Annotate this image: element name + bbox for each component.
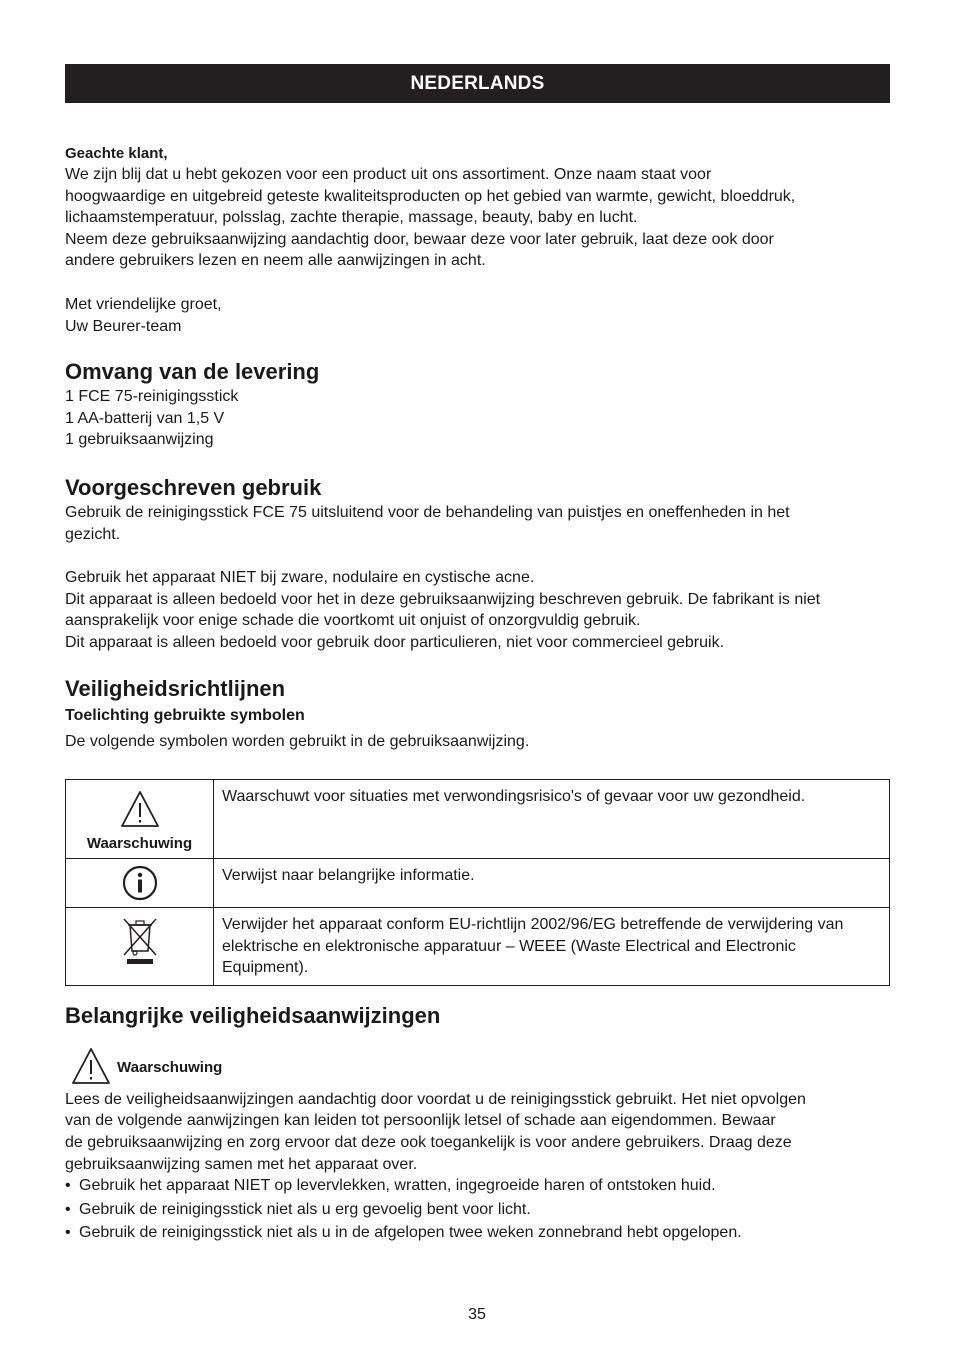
weee-crossed-bin-icon bbox=[120, 915, 160, 967]
symbol-description: Verwijder het apparaat conform EU-richtlijn 2002/96/EG betreffende de verwijdering van elektrische en elektronische apparatuur – WEEE (Waste Electrical and Electronic Equipment). bbox=[214, 908, 890, 986]
delivery-item: 1 FCE 75-reinigingsstick bbox=[65, 388, 239, 406]
section-heading-delivery: Omvang van de levering bbox=[65, 359, 320, 385]
section-heading-intended-use: Voorgeschreven gebruik bbox=[65, 474, 322, 500]
list-item: • Gebruik de reinigingsstick niet als u erg gevoelig bent voor licht. bbox=[65, 1199, 890, 1221]
paragraph-line: Dit apparaat is alleen bedoeld voor gebruik door particulieren, niet voor commercieel gebruik. bbox=[65, 633, 725, 651]
closing-line: Uw Beurer-team bbox=[65, 317, 182, 335]
warning-label: Waarschuwing bbox=[117, 1059, 223, 1077]
delivery-item: 1 gebruiksaanwijzing bbox=[65, 431, 214, 449]
symbols-intro: De volgende symbolen worden gebruikt in de gebruiksaanwijzing. bbox=[65, 732, 530, 750]
symbol-description: Waarschuwt voor situaties met verwondingsrisico's of gevaar voor uw gezondheid. bbox=[214, 780, 890, 859]
intended-use-para1 bbox=[65, 502, 890, 545]
paragraph-line: Gebruik het apparaat NIET bij zware, nodulaire en cystische acne. bbox=[65, 569, 535, 587]
delivery-list bbox=[65, 386, 890, 451]
warning-triangle-icon bbox=[120, 790, 160, 828]
warning-triangle-icon bbox=[71, 1047, 111, 1085]
warning-callout bbox=[71, 1047, 890, 1085]
paragraph-line: Dit apparaat is alleen bedoeld voor het in deze gebruiksaanwijzing beschreven gebruik. De fabrikant is niet bbox=[65, 590, 821, 608]
paragraph-line: gezicht. bbox=[65, 525, 121, 543]
section-heading-safety: Veiligheidsrichtlijnen bbox=[65, 675, 286, 701]
symbol-cell bbox=[66, 859, 214, 908]
list-item: • Gebruik de reinigingsstick niet als u in de afgelopen twee weken zonnebrand hebt opgelopen. bbox=[65, 1222, 890, 1244]
table-row bbox=[66, 780, 890, 859]
section-heading-important: Belangrijke veiligheidsaanwijzingen bbox=[65, 1002, 441, 1028]
symbol-description: Verwijst naar belangrijke informatie. bbox=[214, 859, 890, 908]
intro-text bbox=[65, 164, 890, 272]
important-paragraph bbox=[65, 1089, 890, 1175]
warning-label: Waarschuwing bbox=[86, 835, 193, 853]
language-title: NEDERLANDS bbox=[410, 72, 545, 94]
delivery-item: 1 AA-batterij van 1,5 V bbox=[65, 409, 225, 427]
safety-bullet-list bbox=[65, 1175, 890, 1244]
closing-line: Met vriendelijke groet, bbox=[65, 295, 222, 313]
paragraph-line: Gebruik de reinigingsstick FCE 75 uitsluitend voor de behandeling van puistjes en oneffenheden in het bbox=[65, 503, 790, 521]
info-icon bbox=[122, 865, 158, 901]
table-row bbox=[66, 908, 890, 986]
intended-use-para2 bbox=[65, 567, 890, 653]
symbols-table bbox=[65, 779, 890, 986]
symbol-cell bbox=[66, 908, 214, 986]
language-header bbox=[65, 64, 890, 103]
page-number: 35 bbox=[468, 1306, 486, 1323]
paragraph-line: gebruiksaanwijzing samen met het apparaat over. bbox=[65, 1155, 418, 1173]
intro-line: We zijn blij dat u hebt gekozen voor een product uit ons assortiment. Onze naam staat voor bbox=[65, 166, 712, 183]
symbol-cell bbox=[66, 780, 214, 859]
intro-line: andere gebruikers lezen en neem alle aanwijzingen in acht. bbox=[65, 252, 486, 270]
paragraph-line: de gebruiksaanwijzing en zorg ervoor dat deze ook toegankelijk is voor andere gebruikers. Draag deze bbox=[65, 1134, 792, 1152]
subheading-symbols: Toelichting gebruikte symbolen bbox=[65, 706, 305, 724]
intro-line: hoogwaardige en uitgebreid geteste kwaliteitsproducten op het gebied van warmte, gewicht, bloeddruk, bbox=[65, 187, 796, 205]
paragraph-line: Lees de veiligheidsaanwijzingen aandachtig door voordat u de reinigingsstick gebruikt. Het niet opvolgen bbox=[65, 1090, 806, 1108]
intro-line: Neem deze gebruiksaanwijzing aandachtig door, bewaar deze voor later gebruik, laat deze ook door bbox=[65, 230, 774, 248]
list-item: • Gebruik het apparaat NIET op levervlekken, wratten, ingegroeide haren of ontstoken huid. bbox=[65, 1175, 890, 1197]
closing bbox=[65, 294, 890, 337]
manual-page bbox=[65, 64, 890, 1246]
intro-line: lichaamstemperatuur, polsslag, zachte therapie, massage, beauty, baby en lucht. bbox=[65, 209, 638, 227]
paragraph-line: aansprakelijk voor enige schade die voortkomt uit onjuist of onzorgvuldig gebruik. bbox=[65, 612, 641, 630]
paragraph-line: van de volgende aanwijzingen kan leiden tot persoonlijk letsel of schade aan eigendommen. Bewaar bbox=[65, 1112, 776, 1130]
table-row bbox=[66, 859, 890, 908]
salutation: Geachte klant, bbox=[65, 145, 168, 162]
